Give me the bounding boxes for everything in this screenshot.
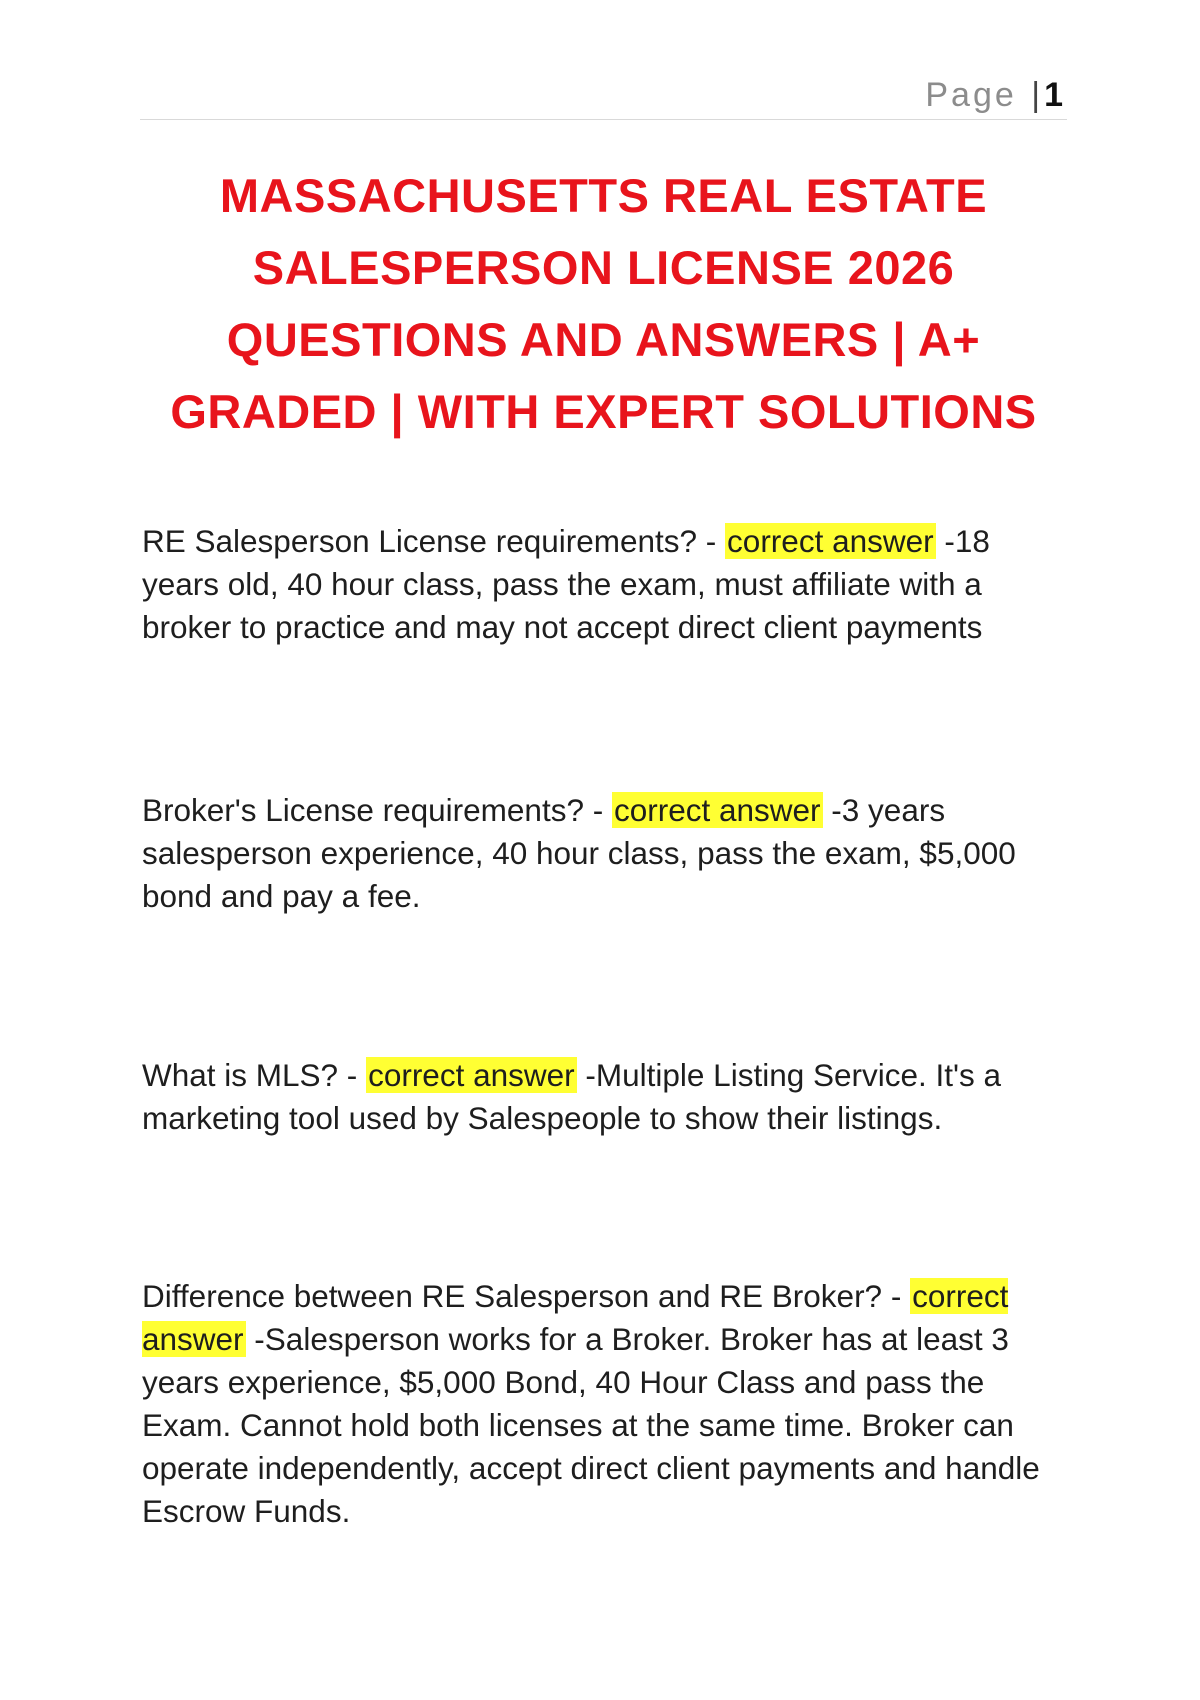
qa-item [142, 520, 1067, 649]
page-number: 1 [1044, 76, 1063, 114]
answer-text: -3 years salesperson experience, 40 hour class, pass the exam, $5,000 bond and pay a fee. [142, 792, 1016, 914]
correct-answer-label: correct answer [142, 1278, 1009, 1357]
title-line: GRADED | WITH EXPERT SOLUTIONS [170, 385, 1037, 438]
page-separator: | [1031, 76, 1041, 114]
document-title [140, 160, 1067, 448]
question-text: What is MLS? - [142, 1057, 367, 1093]
page-number-label [925, 76, 1063, 115]
question-text: Broker's License requirements? - [142, 792, 612, 828]
title-line: QUESTIONS AND ANSWERS | A+ [226, 313, 981, 366]
question-text: RE Salesperson License requirements? - [142, 523, 726, 559]
qa-item [142, 1275, 1067, 1533]
qa-item [142, 1054, 1067, 1140]
correct-answer-label: correct answer [727, 523, 934, 559]
answer-text: -Salesperson works for a Broker. Broker has at least 3 years experience, $5,000 Bond, 40 Hour Class and pass the Exam. Cannot hold both licenses at the same time. Broker can operate independently, accept direct client payments and handle Escrow Funds. [142, 1321, 1040, 1529]
page-header [140, 74, 1067, 120]
qa-item [142, 789, 1067, 918]
page-word: Page [925, 76, 1017, 114]
title-line: SALESPERSON LICENSE 2026 [252, 241, 955, 294]
answer-text: -18 years old, 40 hour class, pass the exam, must affiliate with a broker to practice and may not accept direct client payments [142, 523, 990, 645]
answer-text: -Multiple Listing Service. It's a marketing tool used by Salespeople to show their listings. [142, 1057, 1002, 1136]
question-text: Difference between RE Salesperson and RE Broker? - [142, 1278, 911, 1314]
correct-answer-label: correct answer [368, 1057, 575, 1093]
title-line: MASSACHUSETTS REAL ESTATE [219, 169, 988, 222]
correct-answer-label: correct answer [613, 792, 821, 828]
